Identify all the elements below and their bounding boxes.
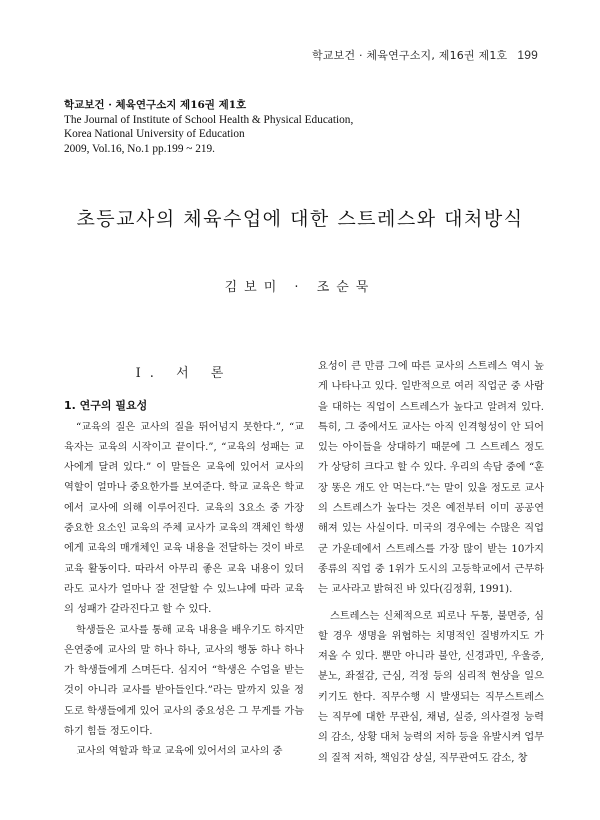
section-heading-introduction: Ⅰ. 서 론 — [135, 366, 233, 381]
subsection-heading: 1. 연구의 필요성 — [64, 399, 148, 413]
citation-korean-name: 학교보건 · 체육연구소지 제16권 제1호 — [64, 99, 247, 111]
citation-line-3: 2009, Vol.16, No.1 pp.199 ~ 219. — [64, 142, 215, 155]
body-paragraph: “교육의 질은 교사의 질을 뛰어넘지 못한다.”, “교육자는 교육의 시작이고 끝이다.”, “교육의 성패는 교사에게 달려 있다.” 이 말들은 교육에 있어서 교사의 역할이 얼마나 중요한가를 보여준다. 학교 교육은 학교에서 교사에 의해 이루어진다. 교육의 3요소 중 가장 중요한 요소인 교육의 주체 교사가 교육의 객체인 학생에게 교육의 매개체인 교육 내용을 전달하는 것이 바로 교육 활동이다. 따라서 아무리 좋은 교육 내용이 있더라도 교사가 얼마나 잘 전달할 수 있느냐에 따라 교육의 성패가 갈라진다고 할 수 있다. — [64, 421, 304, 616]
journal-citation — [64, 98, 494, 156]
citation-line-1: The Journal of Institute of School Health & Physical Education, — [64, 113, 354, 126]
citation-line-2: Korea National University of Education — [64, 128, 245, 140]
body-paragraph: 스트레스는 신체적으로 피로나 두통, 불면증, 심할 경우 생명을 위협하는 치명적인 질병까지도 가져올 수 있다. 뿐만 아니라 불안, 신경과민, 우울증, 분노, 좌절감, 근심, 걱정 등의 심리적 현상을 일으키기도 한다. 직무수행 시 발생되는 직무스트레스는 직무에 대한 무관심, 채념, 실증, 의사결정 능력의 감소, 상황 대처 능력의 저하 등을 유발시켜 업무의 질적 저하, 책임감 상실, 직무관여도 감소, 창 — [318, 610, 544, 764]
body-paragraph: 교사의 역할과 학교 교육에 있어서의 교사의 중 — [76, 746, 283, 758]
body-paragraph: 요성이 큰 만큼 그에 따른 교사의 스트레스 역시 높게 나타나고 있다. 일반적으로 여러 직업군 중 사람을 대하는 직업이 스트레스가 높다고 알려져 있다. 특히, 그 중에서도 교사는 아직 인격형성이 안 되어 있는 아이들을 상대하기 때문에 그 스트레스 정도가 상당히 크다고 할 수 있다. 우리의 속담 중에 “훈장 똥은 개도 안 먹는다.”는 말이 있을 정도로 교사의 스트레스가 높다는 것은 예전부터 이미 공공연해져 있는 사실이다. 미국의 경우에는 수많은 직업군 가운데에서 스트레스를 가장 많이 받는 10가지 종류의 직업 중 1위가 도시의 고등학교에서 근무하는 교사라고 밝혀진 바 있다(김정휘, 1991). — [318, 361, 544, 596]
running-head-journal: 학교보건 · 체육연구소지, 제16권 제1호 — [312, 49, 508, 62]
paper-title: 초등교사의 체육수업에 대한 스트레스와 대처방식 — [76, 208, 524, 230]
right-column — [318, 357, 544, 769]
body-paragraph: 학생들은 교사를 통해 교육 내용을 배우기도 하지만 은연중에 교사의 말 하나 하나, 교사의 행동 하나 하나가 학생들에게 스며든다. 심지어 “학생은 수업을 받는 것이 아니라 교사를 받아들인다.”라는 말까지 있을 정도로 학생들에게 있어 교사의 중요성은 그 무게를 가늠하기 힘들 정도이다. — [64, 624, 304, 738]
running-head — [312, 47, 538, 63]
paper-authors: 김보미 · 조순묵 — [224, 280, 376, 295]
left-column — [64, 364, 304, 763]
page-number: 199 — [517, 48, 538, 62]
